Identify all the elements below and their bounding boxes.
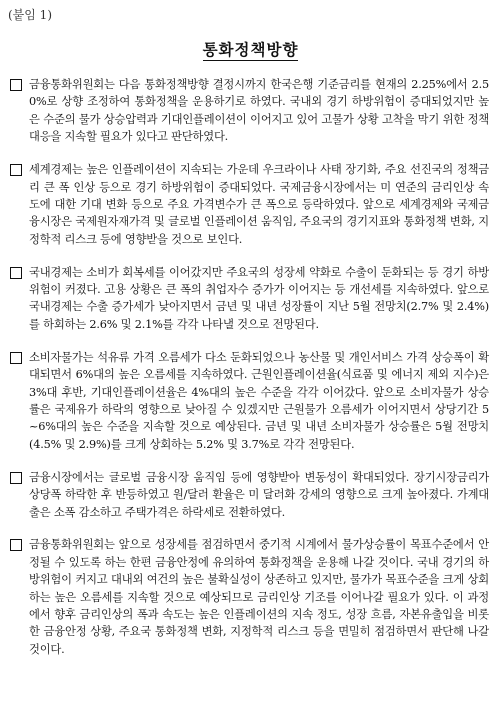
checkbox-bullet-icon [10, 267, 22, 279]
attachment-label: (붙임 1) [8, 8, 52, 22]
paragraph-text: 세계경제는 높은 인플레이션이 지속되는 가운데 우크라이나 사태 장기화, 주요 선진국의 정책금리 큰 폭 인상 등으로 경기 하방위험이 증대되었다. 국제금융시장에서는 미 연준의 금리인상 속도에 대한 기대 변화 등으로 주요 가격변수가 큰 폭으로 등락하였다. 앞으로 세계경제와 국제금융시장은 국제원자재가격 및 글로벌 인플레이션 움직임, 주요국의 경기지표와 통화정책 변화, 지정학적 리스크 등에 영향받을 것으로 보인다. [29, 163, 489, 246]
paragraph-item-6 [10, 536, 489, 658]
paragraph-item-4 [10, 349, 489, 453]
checkbox-bullet-icon [10, 539, 22, 551]
paragraph-list [10, 76, 489, 674]
paragraph-text: 소비자물가는 석유류 가격 오름세가 다소 둔화되었으나 농산물 및 개인서비스 가격 상승폭이 확대되면서 6%대의 높은 오름세를 지속하였다. 근원인플레이션율(식료품 및 에너지 제외 지수)은 3%대 후반, 기대인플레이션율은 4%대의 높은 수준을 각각 이어갔다. 앞으로 소비자물가 상승률은 국제유가 하락의 영향으로 낮아질 수 있겠지만 근원물가 오름세가 이어지면서 상당기간 5~6%대의 높은 수준을 지속할 것으로 예상된다. 금년 및 내년 소비자물가 상승률은 5월 전망치(4.5% 및 2.9%)를 크게 상회하는 5.2% 및 3.7%로 각각 전망된다. [29, 350, 489, 451]
paragraph-item-3 [10, 264, 489, 334]
paragraph-item-2 [10, 161, 489, 248]
checkbox-bullet-icon [10, 472, 22, 484]
document-title-text: 통화정책방향 [202, 40, 299, 59]
document-title [0, 38, 501, 60]
paragraph-text: 금융시장에서는 글로벌 금융시장 움직임 등에 영향받아 변동성이 확대되었다. 장기시장금리가 상당폭 하락한 후 반등하였고 원/달러 환율은 미 달러화 강세의 영향으로 크게 높아졌다. 가계대출은 소폭 감소하고 주택가격은 하락세로 전환하였다. [29, 470, 489, 519]
checkbox-bullet-icon [10, 79, 22, 91]
paragraph-item-1 [10, 76, 489, 146]
checkbox-bullet-icon [10, 164, 22, 176]
paragraph-text: 금융통화위원회는 앞으로 성장세를 점검하면서 중기적 시계에서 물가상승률이 목표수준에서 안정될 수 있도록 하는 한편 금융안정에 유의하여 통화정책을 운용해 나갈 것이다. 국내 경기의 하방위험이 커지고 대내외 여건의 높은 불확실성이 상존하고 있지만, 물가가 목표수준을 크게 상회하는 높은 오름세를 지속할 것으로 예상되므로 금리인상 기조를 이어나갈 필요가 있다. 이 과정에서 향후 금리인상의 폭과 속도는 높은 인플레이션의 지속 정도, 성장 흐름, 자본유출입을 비롯한 금융안정 상황, 주요국 통화정책 변화, 지정학적 리스크 등을 면밀히 점검하면서 판단해 나갈 것이다. [29, 538, 489, 656]
checkbox-bullet-icon [10, 352, 22, 364]
paragraph-text: 금융통화위원회는 다음 통화정책방향 결정시까지 한국은행 기준금리를 현재의 2.25%에서 2.50%로 상향 조정하여 통화정책을 운용하기로 하였다. 국내외 경기 하방위험이 증대되었지만 높은 수준의 물가 상승압력과 기대인플레이션이 이어지고 있어 고물가 상황 고착을 막기 위한 정책 대응을 지속할 필요가 있다고 판단하였다. [29, 78, 489, 144]
paragraph-item-5 [10, 469, 489, 521]
paragraph-text: 국내경제는 소비가 회복세를 이어갔지만 주요국의 성장세 약화로 수출이 둔화되는 등 경기 하방위험이 커졌다. 고용 상황은 큰 폭의 취업자수 증가가 이어지는 등 개선세를 지속하였다. 앞으로 국내경제는 수출 증가세가 낮아지면서 금년 및 내년 성장률이 지난 5월 전망치(2.7% 및 2.4%)를 하회하는 2.6% 및 2.1%를 각각 나타낼 것으로 전망된다. [29, 265, 489, 331]
